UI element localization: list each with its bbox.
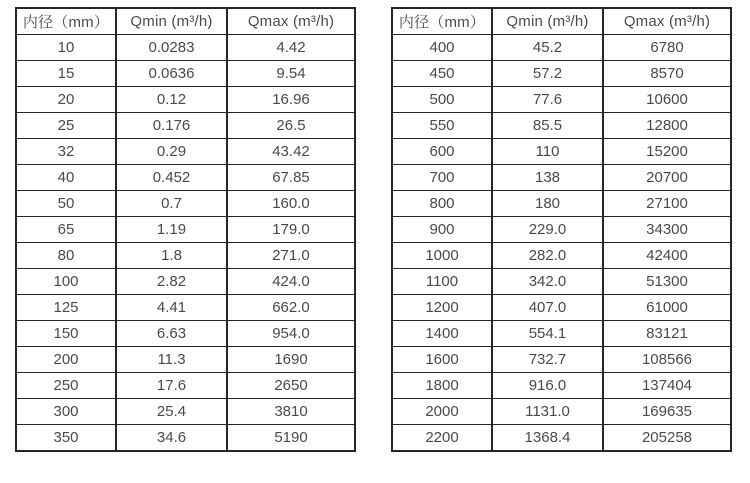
- table-row: [392, 269, 731, 295]
- diameter-cell: 25: [16, 113, 116, 139]
- table-row: [392, 295, 731, 321]
- qmax-cell: 2650: [227, 373, 355, 399]
- diameter-cell: 450: [392, 61, 492, 87]
- diameter-cell: 80: [16, 243, 116, 269]
- qmax-cell: 61000: [603, 295, 731, 321]
- qmax-cell: 205258: [603, 425, 731, 452]
- qmin-cell: 916.0: [492, 373, 603, 399]
- qmax-cell: 954.0: [227, 321, 355, 347]
- diameter-cell: 150: [16, 321, 116, 347]
- diameter-cell: 65: [16, 217, 116, 243]
- diameter-cell: 1400: [392, 321, 492, 347]
- qmax-cell: 160.0: [227, 191, 355, 217]
- diameter-cell: 40: [16, 165, 116, 191]
- table-row: [392, 87, 731, 113]
- diameter-cell: 200: [16, 347, 116, 373]
- header-row: [16, 8, 355, 35]
- table-row: [16, 425, 355, 452]
- column-header-diameter: 内径（mm）: [16, 8, 116, 35]
- table-row: [16, 35, 355, 61]
- qmin-cell: 77.6: [492, 87, 603, 113]
- column-header-diameter: 内径（mm）: [392, 8, 492, 35]
- table-row: [392, 399, 731, 425]
- table-row: [16, 243, 355, 269]
- qmax-cell: 43.42: [227, 139, 355, 165]
- diameter-cell: 350: [16, 425, 116, 452]
- qmax-cell: 4.42: [227, 35, 355, 61]
- qmin-cell: 229.0: [492, 217, 603, 243]
- diameter-cell: 1100: [392, 269, 492, 295]
- qmax-cell: 169635: [603, 399, 731, 425]
- table-row: [392, 191, 731, 217]
- qmax-cell: 20700: [603, 165, 731, 191]
- flow-spec-table-large-diameters: [391, 7, 732, 452]
- qmax-cell: 15200: [603, 139, 731, 165]
- column-header-qmax: Qmax (m³/h): [603, 8, 731, 35]
- qmin-cell: 57.2: [492, 61, 603, 87]
- diameter-cell: 1000: [392, 243, 492, 269]
- qmin-cell: 282.0: [492, 243, 603, 269]
- qmin-cell: 180: [492, 191, 603, 217]
- diameter-cell: 550: [392, 113, 492, 139]
- qmin-cell: 0.12: [116, 87, 227, 113]
- qmax-cell: 6780: [603, 35, 731, 61]
- qmax-cell: 34300: [603, 217, 731, 243]
- diameter-cell: 600: [392, 139, 492, 165]
- qmax-cell: 108566: [603, 347, 731, 373]
- qmax-cell: 5190: [227, 425, 355, 452]
- qmin-cell: 0.176: [116, 113, 227, 139]
- qmin-cell: 85.5: [492, 113, 603, 139]
- table-row: [392, 373, 731, 399]
- flow-spec-table-small-diameters: [15, 7, 356, 452]
- table-row: [392, 243, 731, 269]
- qmin-cell: 0.0636: [116, 61, 227, 87]
- qmin-cell: 2.82: [116, 269, 227, 295]
- qmax-cell: 137404: [603, 373, 731, 399]
- qmax-cell: 27100: [603, 191, 731, 217]
- header-row: [392, 8, 731, 35]
- diameter-cell: 2200: [392, 425, 492, 452]
- diameter-cell: 2000: [392, 399, 492, 425]
- diameter-cell: 15: [16, 61, 116, 87]
- table-row: [392, 113, 731, 139]
- qmax-cell: 42400: [603, 243, 731, 269]
- qmin-cell: 1368.4: [492, 425, 603, 452]
- qmax-cell: 67.85: [227, 165, 355, 191]
- table-row: [16, 165, 355, 191]
- diameter-cell: 32: [16, 139, 116, 165]
- qmin-cell: 11.3: [116, 347, 227, 373]
- table-row: [16, 61, 355, 87]
- qmin-cell: 1.8: [116, 243, 227, 269]
- qmax-cell: 51300: [603, 269, 731, 295]
- qmax-cell: 8570: [603, 61, 731, 87]
- diameter-cell: 400: [392, 35, 492, 61]
- diameter-cell: 300: [16, 399, 116, 425]
- qmin-cell: 407.0: [492, 295, 603, 321]
- qmin-cell: 554.1: [492, 321, 603, 347]
- diameter-cell: 900: [392, 217, 492, 243]
- qmin-cell: 6.63: [116, 321, 227, 347]
- qmin-cell: 25.4: [116, 399, 227, 425]
- qmax-cell: 12800: [603, 113, 731, 139]
- qmin-cell: 732.7: [492, 347, 603, 373]
- table-row: [392, 61, 731, 87]
- qmax-cell: 26.5: [227, 113, 355, 139]
- table-row: [392, 425, 731, 452]
- qmax-cell: 83121: [603, 321, 731, 347]
- table-row: [392, 139, 731, 165]
- qmax-cell: 271.0: [227, 243, 355, 269]
- qmin-cell: 342.0: [492, 269, 603, 295]
- diameter-cell: 100: [16, 269, 116, 295]
- column-header-qmin: Qmin (m³/h): [492, 8, 603, 35]
- qmax-cell: 9.54: [227, 61, 355, 87]
- table-row: [16, 191, 355, 217]
- qmax-cell: 1690: [227, 347, 355, 373]
- qmax-cell: 662.0: [227, 295, 355, 321]
- table-row: [392, 321, 731, 347]
- table-row: [16, 113, 355, 139]
- qmin-cell: 0.0283: [116, 35, 227, 61]
- diameter-cell: 50: [16, 191, 116, 217]
- column-header-qmin: Qmin (m³/h): [116, 8, 227, 35]
- qmin-cell: 34.6: [116, 425, 227, 452]
- diameter-cell: 500: [392, 87, 492, 113]
- diameter-cell: 250: [16, 373, 116, 399]
- qmin-cell: 138: [492, 165, 603, 191]
- qmin-cell: 4.41: [116, 295, 227, 321]
- column-header-qmax: Qmax (m³/h): [227, 8, 355, 35]
- qmin-cell: 110: [492, 139, 603, 165]
- diameter-cell: 800: [392, 191, 492, 217]
- qmin-cell: 17.6: [116, 373, 227, 399]
- table-row: [16, 295, 355, 321]
- qmin-cell: 0.29: [116, 139, 227, 165]
- diameter-cell: 1600: [392, 347, 492, 373]
- qmax-cell: 3810: [227, 399, 355, 425]
- diameter-cell: 10: [16, 35, 116, 61]
- table-row: [392, 165, 731, 191]
- table-row: [16, 399, 355, 425]
- table-row: [16, 373, 355, 399]
- qmin-cell: 1.19: [116, 217, 227, 243]
- qmin-cell: 0.7: [116, 191, 227, 217]
- table-row: [16, 139, 355, 165]
- diameter-cell: 20: [16, 87, 116, 113]
- diameter-cell: 1800: [392, 373, 492, 399]
- diameter-cell: 700: [392, 165, 492, 191]
- diameter-cell: 125: [16, 295, 116, 321]
- table-row: [16, 347, 355, 373]
- qmin-cell: 0.452: [116, 165, 227, 191]
- table-row: [16, 321, 355, 347]
- table-row: [16, 217, 355, 243]
- table-row: [16, 269, 355, 295]
- diameter-cell: 1200: [392, 295, 492, 321]
- table-row: [16, 87, 355, 113]
- table-row: [392, 35, 731, 61]
- qmax-cell: 16.96: [227, 87, 355, 113]
- qmax-cell: 179.0: [227, 217, 355, 243]
- qmax-cell: 424.0: [227, 269, 355, 295]
- qmax-cell: 10600: [603, 87, 731, 113]
- table-row: [392, 347, 731, 373]
- qmin-cell: 45.2: [492, 35, 603, 61]
- table-row: [392, 217, 731, 243]
- qmin-cell: 1131.0: [492, 399, 603, 425]
